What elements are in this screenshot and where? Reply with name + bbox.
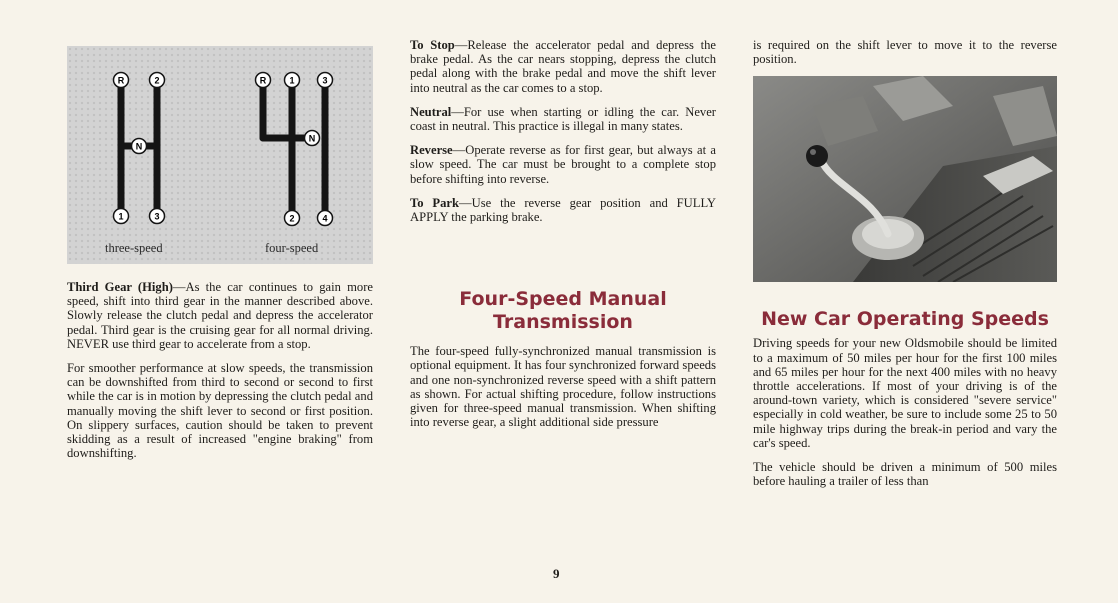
knob-label: R xyxy=(117,75,125,86)
column-right xyxy=(753,38,1057,498)
lead-to-park: To Park xyxy=(410,195,460,210)
knob-label: N xyxy=(135,141,143,152)
lead-reverse: Reverse xyxy=(410,143,453,158)
paragraph-continuation: is required on the shift lever to move it to the reverse position. xyxy=(753,38,1057,67)
paragraph-to-park xyxy=(410,196,716,224)
shift-pattern-diagram xyxy=(67,46,373,264)
heading-line-2: Transmission xyxy=(493,311,633,334)
heading-new-car-operating-speeds: New Car Operating Speeds xyxy=(761,308,1049,331)
spacer xyxy=(410,234,716,288)
knob-label: 1 xyxy=(118,211,124,222)
knob-label: R xyxy=(259,75,267,86)
knob-label: 2 xyxy=(289,213,295,224)
text-third-gear: —As the car continues to gain more speed, shift into third gear in the manner described above. Slowly release the clutch pedal and depress the accelerator pedal. Third gear is the cruising gear for all normal driving. NEVER use third gear to accelerate from a stop. xyxy=(67,280,373,351)
text-to-park: —Use the reverse gear position and FULLY APPLY the parking brake. xyxy=(410,195,716,225)
lead-to-stop: To Stop xyxy=(410,38,455,52)
lead-third-gear: Third Gear (High) xyxy=(67,280,173,294)
knob-label: 3 xyxy=(322,75,328,86)
knob-label: 1 xyxy=(289,75,295,86)
caption-four-speed: four-speed xyxy=(265,241,319,255)
column-left xyxy=(67,38,373,470)
shift-lever-illustration xyxy=(753,76,1057,282)
knob-label: 4 xyxy=(322,213,328,224)
column-middle xyxy=(410,38,716,439)
caption-three-speed: three-speed xyxy=(105,241,163,255)
paragraph-third-gear xyxy=(67,280,373,351)
heading-line-1: Four-Speed Manual xyxy=(459,288,667,311)
page-number: 9 xyxy=(553,566,560,581)
paragraph-four-speed: The four-speed fully-synchronized manual transmission is optional equipment. It has four synchronized forward speeds and one non-synchronized reverse speed with a shift pattern as shown. For actual shifting procedure, follow instructions given for three-speed manual transmission. When shifting into reverse gear, a slight additional side pressure xyxy=(410,344,716,430)
paragraph-driving-speeds: Driving speeds for your new Oldsmobile should be limited to a maximum of 50 miles per hour for the first 100 miles and 65 miles per hour for the next 400 miles with no heavy throttle accelerations. If most of your driving is of the around-town variety, which is considered "severe service" especially in cold weather, be sure to include some 25 to 50 mile highway trips during the break-in period and vary the car's speed. xyxy=(753,336,1057,450)
paragraph-neutral xyxy=(410,105,716,133)
text-neutral: —For use when starting or idling the car. Never coast in neutral. This practice is illegal in many states. xyxy=(410,104,716,134)
paragraph-to-stop xyxy=(410,38,716,95)
shift-lever-photo xyxy=(753,76,1057,282)
knob-label: N xyxy=(308,133,316,144)
heading-four-speed-manual xyxy=(410,288,716,334)
paragraph-reverse xyxy=(410,143,716,186)
paragraph-vehicle-trailer: The vehicle should be driven a minimum of 500 miles before hauling a trailer of less than xyxy=(753,460,1057,489)
shift-pattern-graphic xyxy=(67,46,373,264)
text-to-stop: —Release the accelerator pedal and depress the brake pedal. As the car nears stopping, depress the clutch pedal along with the brake pedal and move the shift lever into neutral as the car comes to a stop. xyxy=(410,38,717,95)
paragraph-smoother-performance: For smoother performance at slow speeds, the transmission can be downshifted from third to second or second to first while the car is in motion by depressing the clutch pedal and manually moving the shift lever to second or first position. On slippery surfaces, caution should be taken to prevent skidding as a result of increased "engine braking" from downshifting. xyxy=(67,361,373,461)
knob-label: 3 xyxy=(154,211,160,222)
text-reverse: —Operate reverse as for first gear, but always at a slow speed. The car must be brought to a complete stop before shifting into reverse. xyxy=(410,143,716,186)
knob-label: 2 xyxy=(154,75,160,86)
lead-neutral: Neutral xyxy=(410,104,452,119)
